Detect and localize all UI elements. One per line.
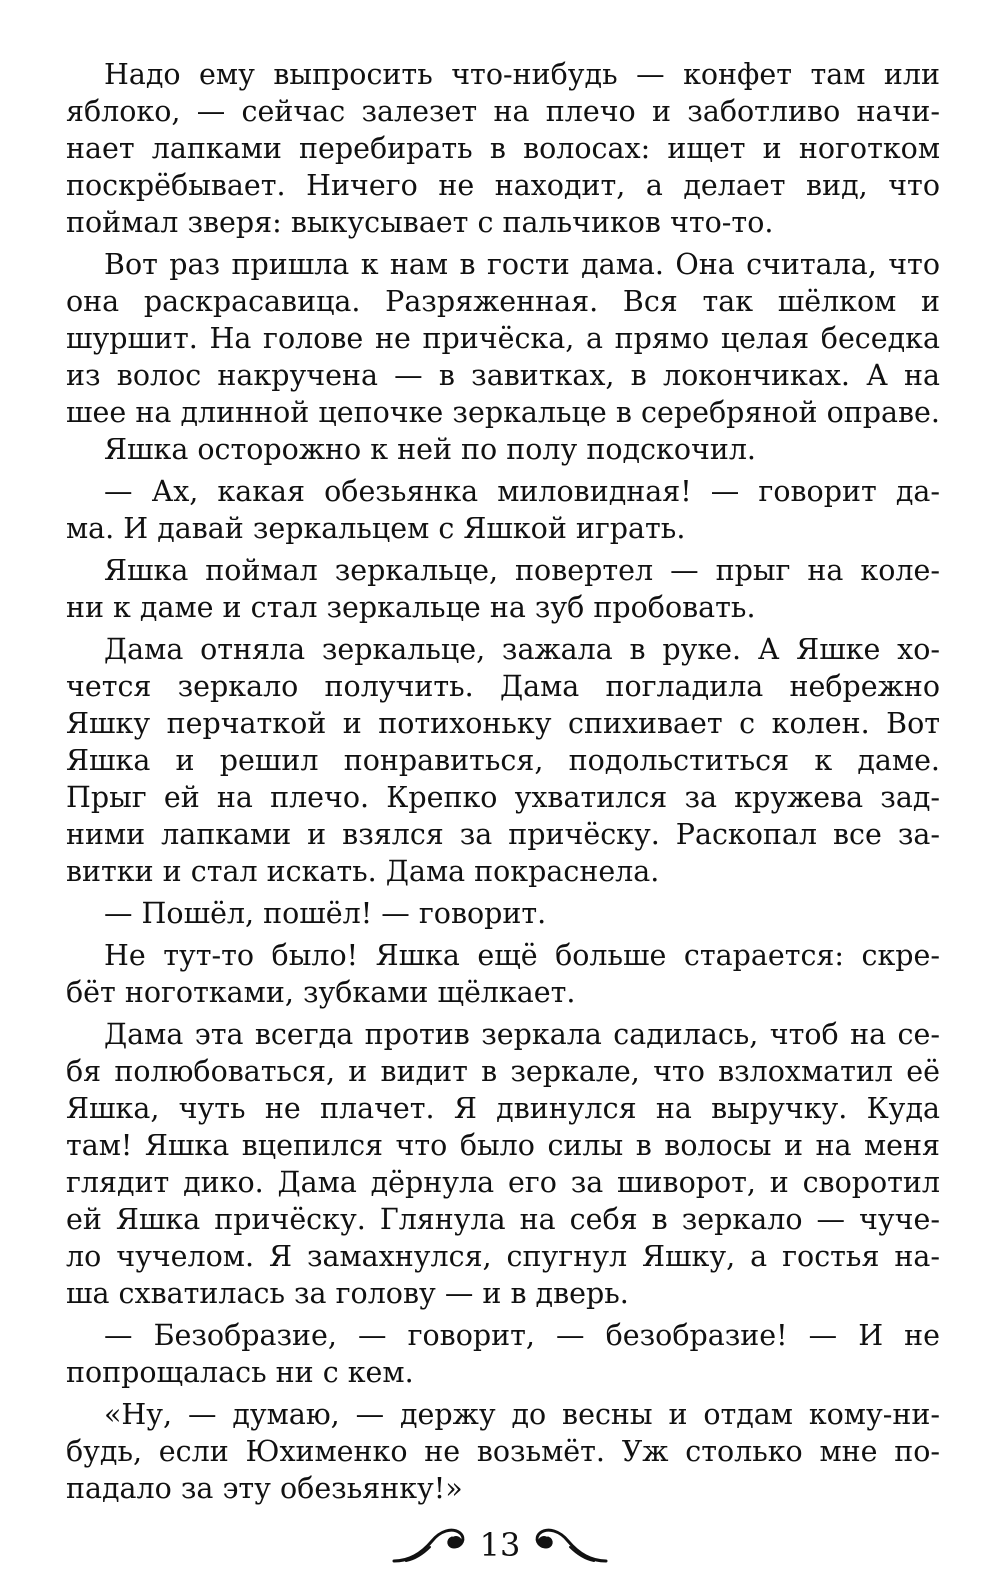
text-line: яблоко, — сейчас залезет на плечо и заботливо начи- <box>66 95 940 128</box>
text-line: Яшка осторожно к ней по полу подскочил. <box>104 433 756 466</box>
text-line: глядит дико. Дама дёрнула его за шиворот, и своротил <box>66 1166 940 1199</box>
text-line: Яшка и решил понравиться, подольститься к даме. <box>66 744 940 777</box>
text-line: из волос накручена — в завитках, в локончиках. А на <box>66 359 940 392</box>
text-line: будь, если Юхименко не возьмёт. Уж столько мне по- <box>66 1435 940 1468</box>
text-line: нает лапками перебирать в волосах: ищет и ноготком <box>66 132 940 165</box>
text-line: ни к даме и стал зеркальце на зуб пробовать. <box>66 591 756 624</box>
text-line: шуршит. На голове не причёска, а прямо целая беседка <box>66 322 940 355</box>
text-line: падало за эту обезьянку!» <box>66 1472 463 1505</box>
text-line: Яшка поймал зеркальце, повертел — прыг на коле- <box>104 554 940 587</box>
text-line: бёт ноготками, зубками щёлкает. <box>66 976 576 1009</box>
text-line: витки и стал искать. Дама покраснела. <box>66 855 660 888</box>
text-line: ними лапками и взялся за причёску. Раскопал все за- <box>66 818 940 851</box>
text-line: Надо ему выпросить что-нибудь — конфет там или <box>104 58 940 91</box>
text-line: Дама эта всегда против зеркала садилась, чтоб на се- <box>104 1018 940 1051</box>
text-line: бя полюбоваться, и видит в зеркале, что взлохматил её <box>66 1055 940 1088</box>
text-line: «Ну, — думаю, — держу до весны и отдам кому-ни- <box>104 1398 940 1431</box>
page-folio <box>0 1520 1000 1570</box>
page-number: 13 <box>479 1526 521 1564</box>
text-line: Яшку перчаткой и потихоньку спихивает с колен. Вот <box>66 707 940 740</box>
left-flourish-ornament <box>392 1525 470 1565</box>
text-line: попрощалась ни с кем. <box>66 1356 414 1389</box>
text-line: чется зеркало получить. Дама погладила небрежно <box>66 670 940 703</box>
text-line: ша схватилась за голову — и в дверь. <box>66 1277 629 1310</box>
page-text <box>66 56 940 1505</box>
text-line: она раскрасавица. Разряженная. Вся так шёлком и <box>66 285 940 318</box>
text-line: Дама отняла зеркальце, зажала в руке. А Яшке хо- <box>104 633 940 666</box>
text-line: ло чучелом. Я замахнулся, спугнул Яшку, а гостья на- <box>66 1240 940 1273</box>
text-line: Не тут-то было! Яшка ещё больше старается: скре- <box>104 939 940 972</box>
text-line: поймал зверя: выкусывает с пальчиков что-то. <box>66 206 774 239</box>
text-line: — Безобразие, — говорит, — безобразие! — И не <box>104 1319 940 1352</box>
right-flourish-ornament <box>530 1525 608 1565</box>
text-line: — Пошёл, пошёл! — говорит. <box>104 897 547 930</box>
text-line: ма. И давай зеркальцем с Яшкой играть. <box>66 512 686 545</box>
text-line: Прыг ей на плечо. Крепко ухватился за кружева зад- <box>66 781 940 814</box>
text-line: Вот раз пришла к нам в гости дама. Она считала, что <box>104 248 940 281</box>
text-line: там! Яшка вцепился что было силы в волосы и на меня <box>66 1129 940 1162</box>
text-line: Яшка, чуть не плачет. Я двинулся на выручку. Куда <box>66 1092 940 1125</box>
text-line: поскрёбывает. Ничего не находит, а делает вид, что <box>66 169 940 202</box>
text-line: — Ах, какая обезьянка миловидная! — говорит да- <box>104 475 940 508</box>
text-line: шее на длинной цепочке зеркальце в серебряной оправе. <box>66 396 940 429</box>
text-line: ей Яшка причёску. Глянула на себя в зеркало — чуче- <box>66 1203 940 1236</box>
